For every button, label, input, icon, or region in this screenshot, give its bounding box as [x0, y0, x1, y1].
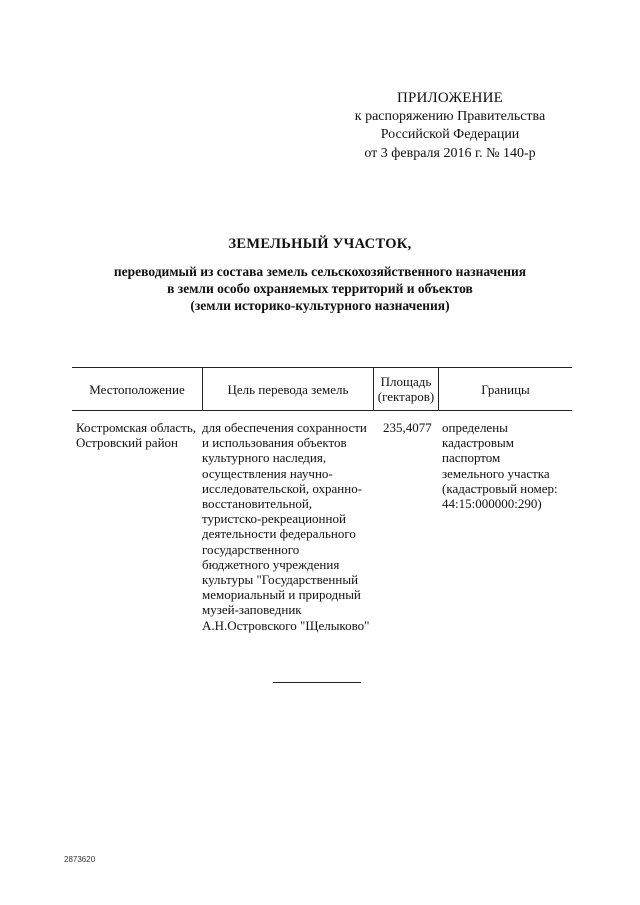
appendix-line-2: Российской Федерации: [380, 127, 520, 142]
cell-borders-line: земельного участка: [442, 465, 550, 481]
cell-area-value: 235,4077: [383, 420, 432, 435]
cell-area: [383, 420, 432, 435]
cell-purpose-line: туристско-рекреационной: [202, 511, 346, 527]
cell-borders-line: 44:15:000000:290): [442, 496, 542, 512]
cell-purpose-line: деятельности федерального: [202, 526, 356, 542]
cell-purpose-line: культуры "Государственный: [202, 572, 359, 588]
cell-purpose-line: бюджетного учреждения: [202, 556, 340, 572]
cell-purpose-line: исследовательской, охранно-: [202, 480, 363, 496]
title-subline-3: (земли историко-культурного назначения): [190, 298, 450, 313]
cell-purpose-line: государственного: [202, 541, 300, 557]
cell-purpose-line: А.Н.Островского "Щелыково": [202, 617, 370, 633]
header-area-label: Площадь: [380, 374, 432, 389]
cell-purpose: [202, 420, 369, 633]
document-number: 2873620: [64, 855, 96, 864]
cell-purpose-line: музей-заповедник: [202, 602, 302, 618]
document-title-block: [40, 236, 600, 314]
appendix-block: [300, 89, 600, 163]
cell-borders-line: паспортом: [442, 450, 501, 466]
header-borders: Границы: [481, 381, 530, 397]
header-area: [374, 368, 438, 410]
cell-location-line: Островский район: [76, 435, 178, 451]
cell-location: [76, 420, 196, 450]
header-location: Местоположение: [89, 381, 185, 397]
cell-borders-line: (кадастровый номер:: [442, 480, 558, 496]
cell-purpose-line: восстановительной,: [202, 496, 313, 512]
cell-borders-line: кадастровым: [442, 435, 514, 451]
land-plot-table: [72, 367, 572, 633]
closing-divider-line: [273, 682, 361, 683]
cell-purpose-line: и использования объектов: [202, 435, 347, 451]
title-subline-1: переводимый из состава земель сельскохозяйственного назначения: [113, 264, 527, 279]
document-title: ЗЕМЕЛЬНЫЙ УЧАСТОК,: [228, 236, 412, 252]
cell-purpose-line: мемориальный и природный: [202, 587, 361, 603]
appendix-line-3: от 3 февраля 2016 г. № 140-р: [364, 145, 536, 161]
cell-borders-line: определены: [442, 420, 508, 435]
cell-purpose-line: культурного наследия,: [202, 450, 327, 466]
cell-purpose-line: осуществления научно-: [202, 465, 333, 481]
table-header-row: [72, 367, 572, 411]
cell-borders: [442, 420, 558, 511]
header-purpose: Цель перевода земель: [227, 381, 349, 397]
appendix-heading: ПРИЛОЖЕНИЕ: [396, 90, 504, 106]
title-subline-2: в земли особо охраняемых территорий и объектов: [167, 281, 473, 296]
appendix-line-1: к распоряжению Правительства: [354, 108, 546, 124]
header-area-unit: (гектаров): [377, 389, 435, 404]
cell-purpose-line: для обеспечения сохранности: [202, 420, 367, 435]
cell-location-line: Костромская область,: [76, 420, 197, 435]
